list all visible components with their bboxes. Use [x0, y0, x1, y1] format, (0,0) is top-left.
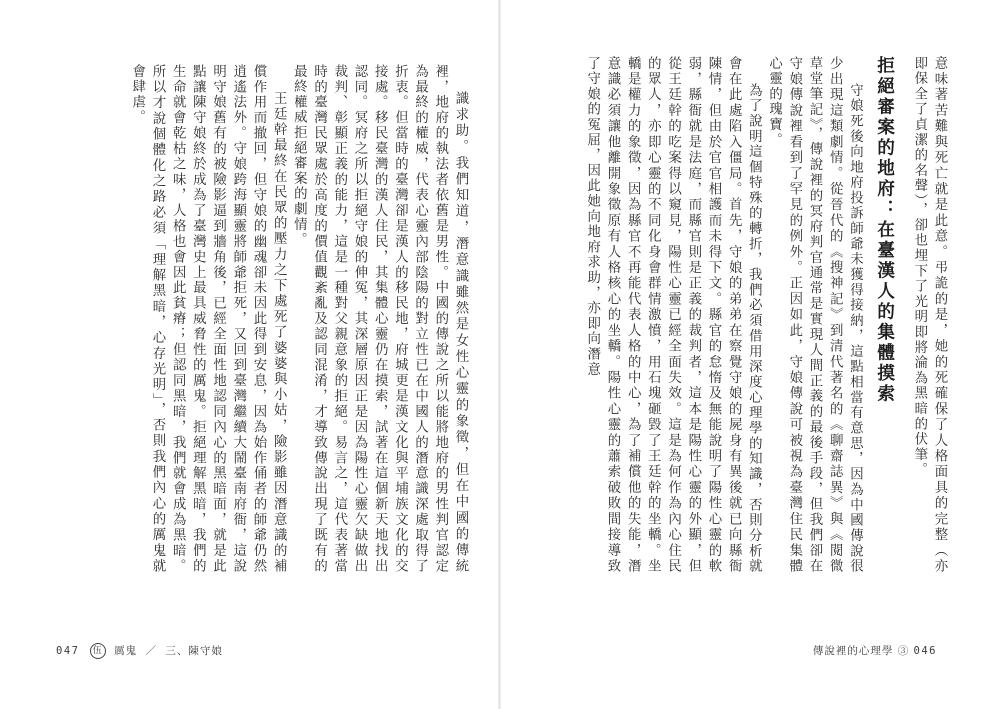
chapter-title: 厲鬼 [114, 645, 138, 657]
right-page [501, 0, 999, 709]
page-number: 046 [913, 645, 937, 657]
body-paragraph: 守娘死後向地府投訴師爺未獲得接納，這點相當有意思，因為中國傳說很少出現這類劇情。從晉代的《搜神記》到清代著名的《聊齋誌異》與《閱微草堂筆記》，傳說裡的冥府判官通常是實現人間正義的最後手段，但我們卻在守娘傳說裡看到了罕見的例外。正因如此，守娘傳說可被視為臺灣住民集體心靈的瑰寶。 [766, 56, 863, 574]
body-paragraph: 識求助。我們知道，潛意識雖然是女性心靈的象徵，但在中國的傳統裡，地府的執法者依舊是男性。中國的傳說之所以能將地府的男性判官認定為最終的權威，代表心靈內部陰陽的對立性已在中國人的潛意識深處取得了折衷。但當時的臺灣卻是漢人的移民地，府城更是漢文化與平埔族文化的交接處。移民臺灣的漢人住民，其集體心靈仍在摸索，試著在這個新天地找出認同。冥府之所以拒絕守娘的伸冤，其深層原因正是因為陽性心靈欠缺做出裁判、彰顯正義的能力，這是一種對父親意象的拒絕。易言之，這代表著當時的臺灣民眾處於高度的價值觀紊亂及認同混淆，才導致傳說出現了既有的最終權威拒絕審案的劇情。 [291, 64, 468, 574]
left-page-footer [56, 643, 223, 659]
footer-separator: ／ [145, 645, 157, 657]
section-heading: 拒絕審案的地府：在臺漢人的集體摸索 [874, 56, 895, 405]
left-page-body [104, 64, 470, 574]
right-page-footer [813, 643, 937, 658]
volume-badge: ③ [897, 645, 910, 657]
opening-paragraph: 意味著苦難與死亡就是此意。弔詭的是，她的死確保了人格面具的完整（亦即保全了貞潔的名聲），卻也埋下了光明即將淪為黑暗的伏筆。 [911, 56, 947, 574]
right-page-body [529, 56, 949, 574]
body-paragraph: 王廷幹最終在民眾的壓力之下處死了婆婆與小姑，險影雖因潛意識的補償作用而撤回，但守娘的幽魂卻未因此得到安息，因為始作俑者的師爺仍然逍遙法外。守娘跨海顯靈將師爺拒死，又回到臺灣繼續大鬧臺南府衙，這說明守娘舊有的被險影逼到牆角後，已經全面性地認同內心的黑暗面，就是此點讓陳守娘終於成為了臺灣史上最具威脅性的厲鬼。拒絕理解黑暗，我們的生命就會乾枯之味，人格也會因此貧瘠；但認同黑暗，我們就會成為黑暗。所以才說個體化之路必須「理解黑暗，心存光明」，否則我們內心的厲鬼就會肆虐。 [129, 64, 287, 574]
left-page [0, 0, 498, 709]
body-paragraph: 為了說明這個特殊的轉折，我們必須借用深度心理學的知識，否則分析就會在此處陷入僵局。首先，守娘的弟弟在察覺守娘的屍身有異後就已向縣衙陳情，但由於官官相護而未得下文。縣官的怠惰及無能說明了陽性心靈的軟弱，縣衙就是法庭，而縣官則是正義的裁判者，這本是陽性心靈的外顯，但從王廷幹的吃案得以窺見，陽性心靈已經全面失效。這是為何作為內心住民的眾人，亦即心靈的不同化身會群情激憤，用石塊砸毀了王廷幹的坐轎。坐轎是權力的象徵，因為縣官不再能代表人格的中心，為了補償他的失能，潛意識必須讓他離開象徵原有人格核心的坐轎。陽性心靈的蕭索破敗間接導致了守娘的冤屈，因此她向地府求助，亦即向潛意 [584, 56, 762, 574]
book-title: 傳說裡的心理學 [812, 645, 894, 657]
section-title: 三、陳守娘 [165, 645, 223, 657]
page-number: 047 [56, 645, 80, 657]
chapter-badge: 伍 [90, 643, 106, 659]
